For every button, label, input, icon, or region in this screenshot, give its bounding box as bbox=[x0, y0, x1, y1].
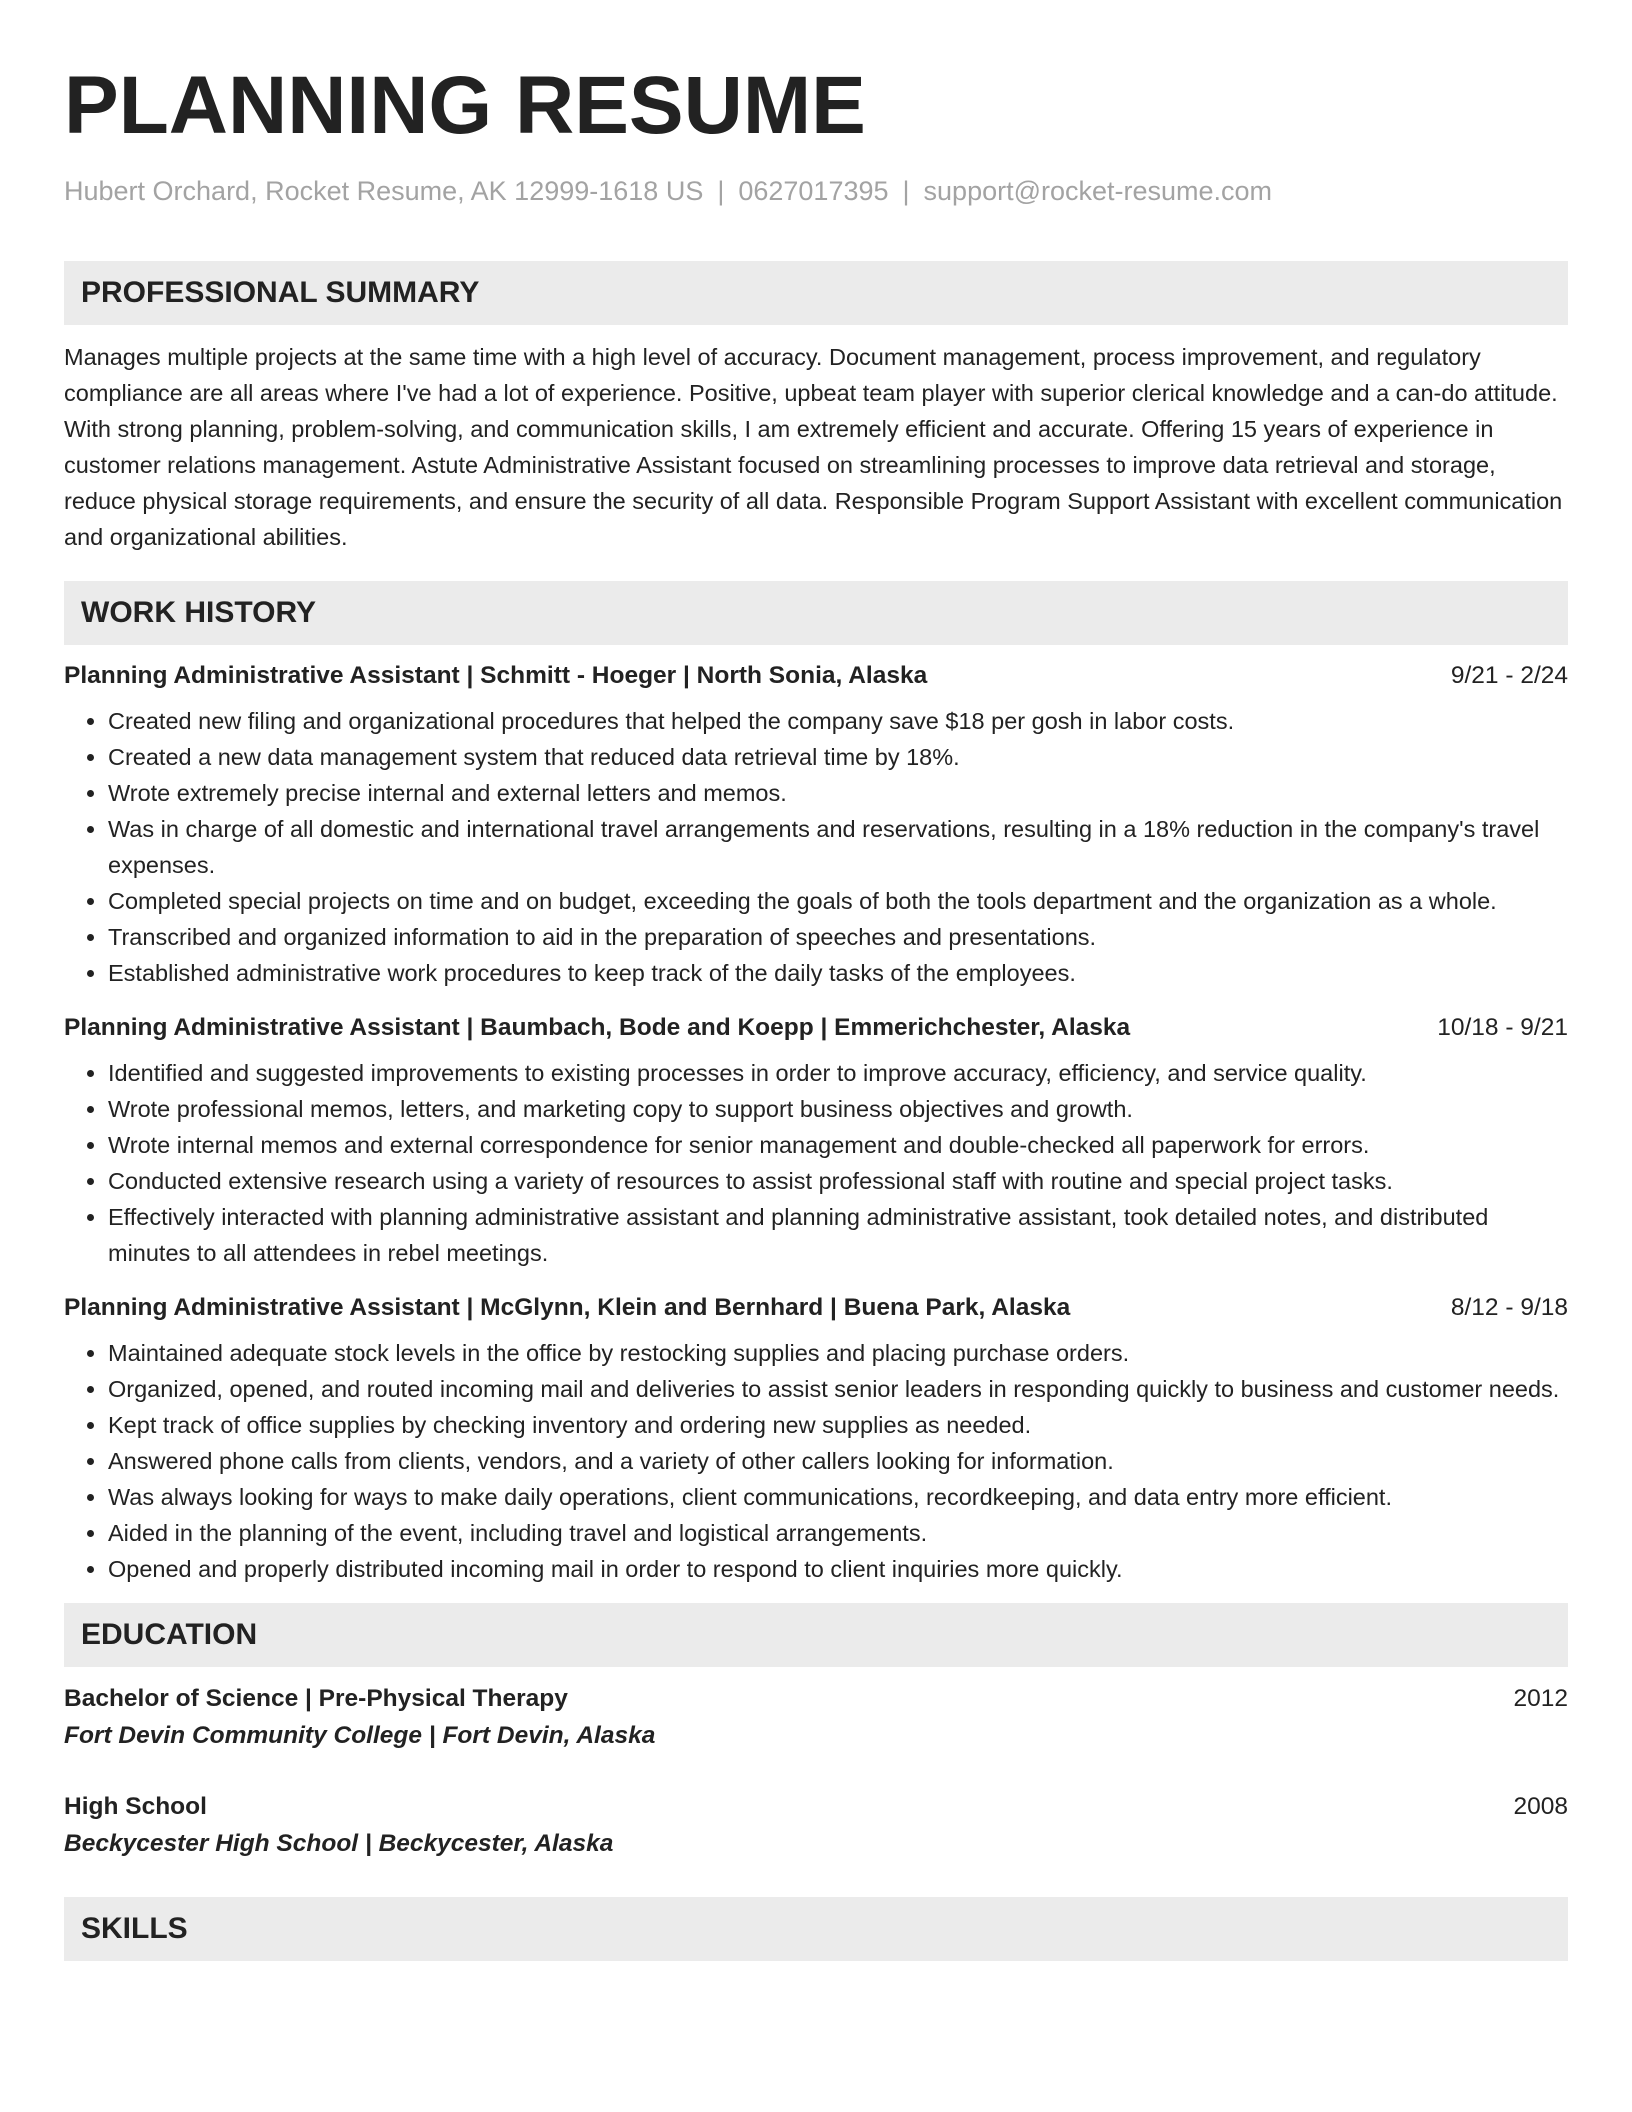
list-item: • Wrote internal memos and external correspondence for senior management and double-checked all paperwork for errors. bbox=[108, 1127, 1568, 1163]
education-year: 2012 bbox=[1513, 1685, 1568, 1712]
job-title: Planning Administrative Assistant | Baumbach, Bode and Koepp | Emmerichchester, Alaska bbox=[64, 1014, 1131, 1041]
job-date: 8/12 - 9/18 bbox=[1450, 1294, 1568, 1321]
job-entry bbox=[64, 1011, 1568, 1271]
education-degree: High School bbox=[64, 1793, 207, 1820]
list-item: • Identified and suggested improvements to existing processes in order to improve accuracy, efficiency, and service quality. bbox=[108, 1055, 1568, 1091]
education-header bbox=[64, 1789, 1568, 1825]
education-degree: Bachelor of Science | Pre-Physical Therapy bbox=[64, 1685, 568, 1712]
job-date: 10/18 - 9/21 bbox=[1437, 1014, 1568, 1041]
job-entry bbox=[64, 1291, 1568, 1587]
education-school: Fort Devin Community College | Fort Devin, Alaska bbox=[64, 1722, 656, 1749]
list-item: • Wrote extremely precise internal and external letters and memos. bbox=[108, 775, 1568, 811]
section-header-education bbox=[64, 1603, 1568, 1667]
job-header bbox=[64, 1291, 1568, 1325]
education-year: 2008 bbox=[1513, 1793, 1568, 1820]
section-title: EDUCATION bbox=[81, 1618, 258, 1651]
list-item: • Completed special projects on time and on budget, exceeding the goals of both the tools department and the organization as a whole. bbox=[108, 883, 1568, 919]
job-bullets bbox=[64, 1335, 1568, 1587]
contact-phone: 0627017395 bbox=[738, 176, 889, 206]
list-item: • Created new filing and organizational procedures that helped the company save $18 per gosh in labor costs. bbox=[108, 703, 1568, 739]
resume-title: PLANNING RESUME bbox=[64, 60, 866, 151]
list-item: • Was always looking for ways to make daily operations, client communications, recordkeeping, and data entry more efficient. bbox=[108, 1479, 1568, 1515]
summary-text: Manages multiple projects at the same time with a high level of accuracy. Document management, process improvement, and regulatory compliance are all areas where I've had a lot of experience. Positive, upbeat team player with superior clerical knowledge and a can-do attitude. With strong planning, problem-solving, and communication skills, I am extremely efficient and accurate. Offering 15 years of experience in customer relations management. Astute Administrative Assistant focused on streamlining processes to improve data retrieval and storage, reduce physical storage requirements, and ensure the security of all data. Responsible Program Support Assistant with excellent communication and organizational abilities. bbox=[64, 344, 1563, 550]
contact-email: support@rocket-resume.com bbox=[923, 176, 1273, 206]
section-title: SKILLS bbox=[81, 1912, 188, 1945]
education-school: Beckycester High School | Beckycester, Alaska bbox=[64, 1830, 614, 1857]
job-entry bbox=[64, 659, 1568, 991]
list-item: • Aided in the planning of the event, including travel and logistical arrangements. bbox=[108, 1515, 1568, 1551]
job-date: 9/21 - 2/24 bbox=[1450, 662, 1568, 689]
list-item: • Organized, opened, and routed incoming mail and deliveries to assist senior leaders in responding quickly to business and customer needs. bbox=[108, 1371, 1568, 1407]
contact-separator: | bbox=[717, 176, 725, 206]
job-header bbox=[64, 659, 1568, 693]
section-title: PROFESSIONAL SUMMARY bbox=[81, 276, 480, 309]
job-bullets bbox=[64, 1055, 1568, 1271]
job-title: Planning Administrative Assistant | Schmitt - Hoeger | North Sonia, Alaska bbox=[64, 662, 928, 689]
list-item: • Opened and properly distributed incoming mail in order to respond to client inquiries more quickly. bbox=[108, 1551, 1568, 1587]
job-header bbox=[64, 1011, 1568, 1045]
list-item: • Wrote professional memos, letters, and marketing copy to support business objectives and growth. bbox=[108, 1091, 1568, 1127]
contact-separator: | bbox=[902, 176, 910, 206]
list-item: • Transcribed and organized information to aid in the preparation of speeches and presentations. bbox=[108, 919, 1568, 955]
list-item: • Created a new data management system that reduced data retrieval time by 18%. bbox=[108, 739, 1568, 775]
contact-address: Hubert Orchard, Rocket Resume, AK 12999-1618 US bbox=[64, 176, 704, 206]
contact-line bbox=[64, 174, 1568, 208]
section-header-work-history bbox=[64, 581, 1568, 645]
list-item: • Answered phone calls from clients, vendors, and a variety of other callers looking for information. bbox=[108, 1443, 1568, 1479]
section-title: WORK HISTORY bbox=[81, 596, 317, 629]
education-entry bbox=[64, 1681, 1568, 1755]
list-item: • Was in charge of all domestic and international travel arrangements and reservations, resulting in a 18% reduction in the company's travel expenses. bbox=[108, 811, 1568, 883]
section-header-summary bbox=[64, 261, 1568, 325]
education-entry bbox=[64, 1789, 1568, 1863]
job-title: Planning Administrative Assistant | McGlynn, Klein and Bernhard | Buena Park, Alaska bbox=[64, 1294, 1071, 1321]
list-item: • Maintained adequate stock levels in the office by restocking supplies and placing purchase orders. bbox=[108, 1335, 1568, 1371]
education-header bbox=[64, 1681, 1568, 1717]
list-item: • Established administrative work procedures to keep track of the daily tasks of the employees. bbox=[108, 955, 1568, 991]
list-item: • Conducted extensive research using a variety of resources to assist professional staff with routine and special project tasks. bbox=[108, 1163, 1568, 1199]
list-item: • Kept track of office supplies by checking inventory and ordering new supplies as needed. bbox=[108, 1407, 1568, 1443]
job-bullets bbox=[64, 703, 1568, 991]
section-header-skills bbox=[64, 1897, 1568, 1961]
list-item: • Effectively interacted with planning administrative assistant and planning administrative assistant, took detailed notes, and distributed minutes to all attendees in rebel meetings. bbox=[108, 1199, 1568, 1271]
